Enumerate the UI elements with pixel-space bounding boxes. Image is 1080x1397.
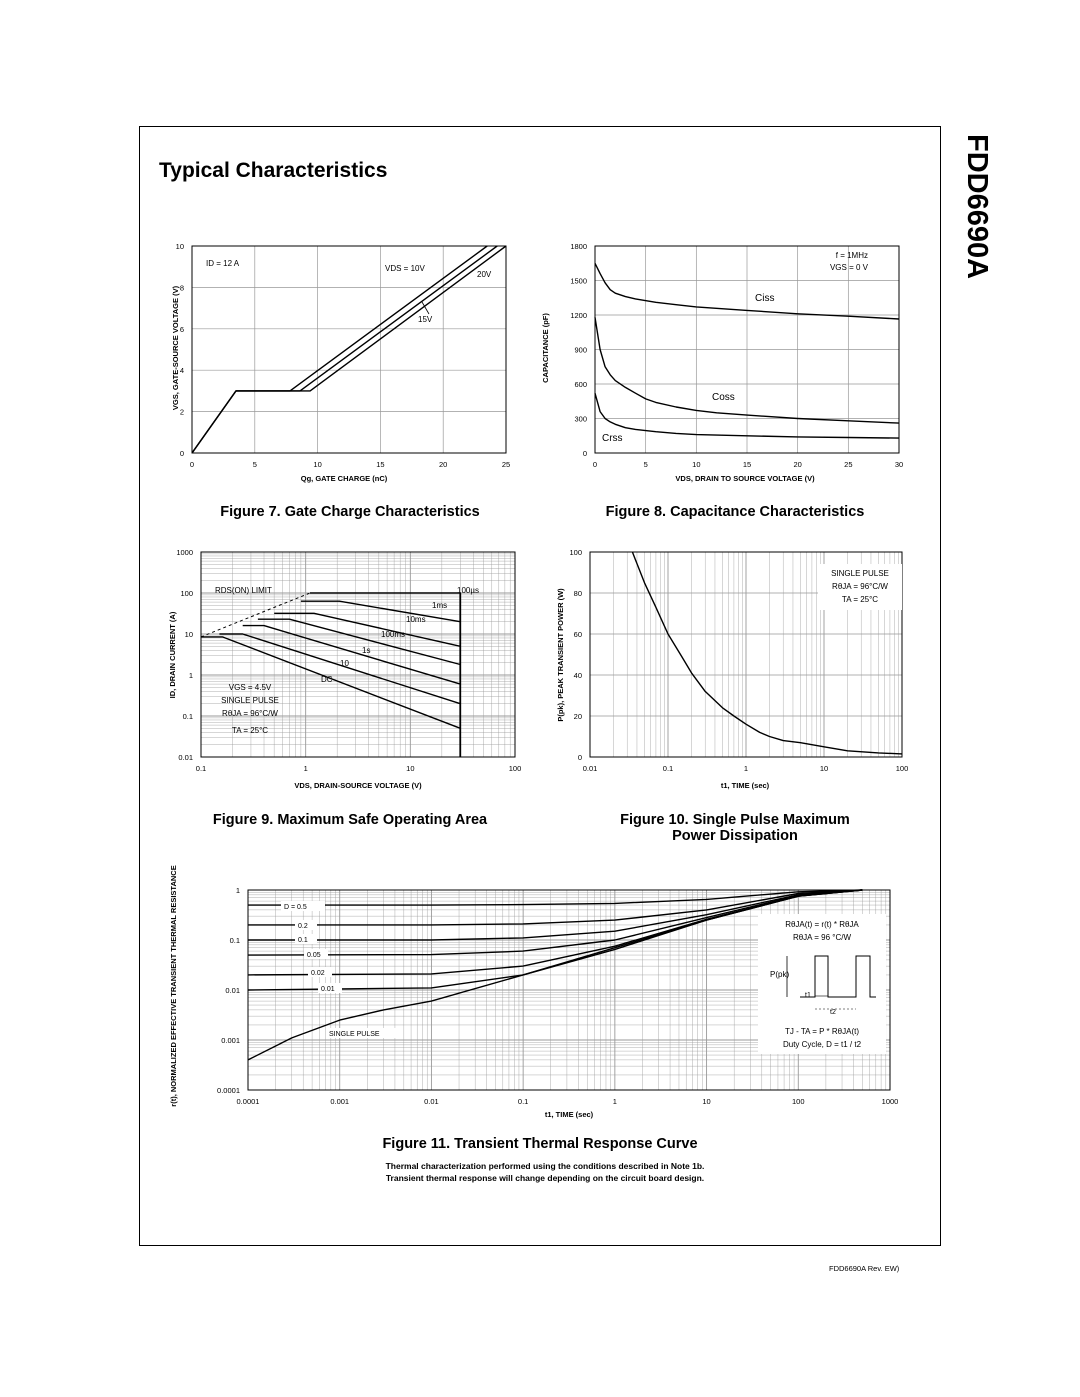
x-tick-label: 20 <box>793 460 802 469</box>
fig8-caption: Figure 8. Capacitance Characteristics <box>605 504 865 520</box>
y-tick-label: 100 <box>569 548 582 557</box>
plot-frame <box>192 246 506 453</box>
capacitance-chart <box>538 230 918 490</box>
y-tick-label: 0 <box>582 449 587 458</box>
y-tick-label: 0.1 <box>182 712 193 721</box>
y-tick-label: 1800 <box>570 242 587 251</box>
x-tick-label: 15 <box>376 460 385 469</box>
duty-label-002: 0.02 <box>311 970 325 977</box>
y-tick-label: 20 <box>573 712 582 721</box>
y-tick-label: 40 <box>573 671 582 680</box>
y-tick-label: 10 <box>175 242 184 251</box>
y-tick-label: 1 <box>235 886 240 895</box>
part-number-vertical <box>953 134 993 364</box>
x-tick-label: 10 <box>702 1097 711 1106</box>
ciss-label: Ciss <box>755 293 775 304</box>
gate-charge-curves <box>192 246 506 453</box>
soa-ann-dc: DC <box>321 675 333 684</box>
thermal-ann-rtheta-t: RθJA(t) = r(t) * RθJA <box>785 920 859 929</box>
x-tick-label: 15 <box>742 460 752 469</box>
footer-rev: FDD6690A Rev. EW) <box>829 1264 900 1273</box>
fig9-caption: Figure 9. Maximum Safe Operating Area <box>212 812 488 828</box>
capacitance-grid <box>595 246 899 453</box>
y-tick-label: 0.01 <box>225 986 240 995</box>
gate-charge-ann-15v: 15V <box>418 315 433 324</box>
series-line-10ms <box>274 613 460 646</box>
series-line-10 <box>219 634 460 704</box>
soa-ann-1s: 1s <box>362 646 371 655</box>
duty-label-005: 0.05 <box>307 952 321 959</box>
y-tick-label: 2 <box>179 407 184 417</box>
soa-ann-10: 10 <box>340 659 349 668</box>
x-tick-label: 10 <box>692 460 701 469</box>
duty-label-02: 0.2 <box>298 923 308 930</box>
y-tick-label: 1500 <box>570 276 587 286</box>
note-line-1: Thermal characterization performed using the conditions described in Note 1b. <box>385 1161 705 1171</box>
soa-ylabel: ID, DRAIN CURRENT (A) <box>168 611 177 699</box>
thermal-ann-t1: t1 <box>805 992 811 999</box>
soa-ann-100us: 100µs <box>457 586 479 595</box>
y-tick-label: 60 <box>573 630 582 639</box>
gate-charge-ann-20v: 20V <box>477 270 492 279</box>
y-tick-label: 10 <box>184 630 193 639</box>
x-tick-label: 100 <box>792 1097 805 1106</box>
x-tick-label: 20 <box>439 460 448 469</box>
y-tick-label: 8 <box>179 283 184 293</box>
fig11-caption: Figure 11. Transient Thermal Response Curve <box>382 1136 698 1152</box>
duty-label-05: D = 0.5 <box>284 904 307 911</box>
soa-xlabel: VDS, DRAIN-SOURCE VOLTAGE (V) <box>294 781 422 790</box>
thermal-ann-tj: TJ - TA = P * RθJA(t) <box>784 1027 860 1036</box>
thermal-response-chart <box>160 865 920 1125</box>
gate-charge-ylabel: VGS, GATE-SOURCE VOLTAGE (V) <box>171 285 180 411</box>
y-tick-label: 0.01 <box>178 753 193 762</box>
soa-ann-vgs: VGS = 4.5V <box>228 683 272 692</box>
gate-charge-xlabel: Qg, GATE CHARGE (nC) <box>300 474 388 483</box>
y-tick-label: 80 <box>573 589 582 598</box>
single-pulse-label: SINGLE PULSE <box>329 1031 380 1038</box>
x-tick-label: 0.1 <box>195 764 207 773</box>
soa-ann-1ms: 1ms <box>432 601 448 610</box>
soa-chart <box>150 540 525 795</box>
peak-power-ann-rtheta: RθJA = 96°C/W <box>832 582 888 591</box>
y-tick-label: 4 <box>179 366 184 376</box>
peak-power-ann-ta: TA = 25°C <box>841 595 879 604</box>
x-tick-label: 0.001 <box>330 1097 350 1106</box>
capacitance-ann-freq: f = 1MHz <box>835 251 868 260</box>
thermal-ann-rtheta: RθJA = 96 °C/W <box>792 933 852 942</box>
series-line-20v <box>192 246 506 453</box>
gate-charge-ann-id: ID = 12 A <box>206 259 240 268</box>
x-tick-label: 0 <box>592 460 598 469</box>
duty-label-01: 0.1 <box>298 937 308 944</box>
peak-power-ann-single: SINGLE PULSE <box>831 569 889 578</box>
y-tick-label: 100 <box>180 589 193 598</box>
x-tick-label: 0.1 <box>517 1097 529 1106</box>
gate-charge-chart <box>150 230 520 490</box>
soa-ann-single: SINGLE PULSE <box>221 696 279 705</box>
series-line-100ms <box>258 619 460 664</box>
x-tick-label: 25 <box>844 460 853 469</box>
peak-power-ylabel: P(pk), PEAK TRANSIENT POWER (W) <box>556 588 565 722</box>
soa-ann-rds: RDS(ON) LIMIT <box>215 586 272 595</box>
duty-label-group <box>281 901 396 1038</box>
thermal-ann-ppk: P(pk) <box>770 970 790 979</box>
thermal-xlabel: t1, TIME (sec) <box>544 1110 594 1119</box>
capacitance-ann-vgs: VGS = 0 V <box>829 263 868 272</box>
y-tick-label: 1000 <box>176 548 193 557</box>
y-tick-label: 0 <box>577 753 582 762</box>
gate-charge-ticks <box>176 242 511 469</box>
y-tick-label: 0.001 <box>221 1036 240 1045</box>
peak-power-chart <box>538 540 918 795</box>
x-tick-label: 1000 <box>881 1097 899 1106</box>
x-tick-label: 1 <box>612 1097 617 1106</box>
page-title: Typical Characteristics <box>159 159 388 182</box>
x-tick-label: 0 <box>189 460 195 469</box>
soa-ann-ta: TA = 25°C <box>231 726 269 735</box>
thermal-ann-duty: Duty Cycle, D = t1 / t2 <box>782 1040 862 1049</box>
x-tick-label: 5 <box>252 460 257 469</box>
x-tick-label: 1 <box>743 764 749 773</box>
x-tick-label: 25 <box>501 460 511 469</box>
y-tick-label: 0 <box>179 449 184 458</box>
series-line-rds-on-limit <box>201 593 310 637</box>
soa-ann-100ms: 100ms <box>381 630 406 639</box>
coss-label: Coss <box>712 392 735 403</box>
capacitance-xlabel: VDS, DRAIN TO SOURCE VOLTAGE (V) <box>675 474 815 483</box>
y-tick-label: 1200 <box>570 311 587 320</box>
y-tick-label: 600 <box>574 380 587 389</box>
series-line-15v <box>192 246 497 453</box>
y-tick-label: 0.1 <box>229 936 240 945</box>
x-tick-label: 10 <box>406 764 415 773</box>
y-tick-label: 0.0001 <box>217 1086 240 1095</box>
y-tick-label: 6 <box>179 324 184 334</box>
x-tick-label: 30 <box>894 460 904 469</box>
note-line-2: Transient thermal response will change depending on the circuit board design. <box>385 1173 705 1183</box>
x-tick-label: 10 <box>313 460 322 469</box>
soa-ann-rtheta: RθJA = 96°C/W <box>222 709 278 718</box>
fig7-caption: Figure 7. Gate Charge Characteristics <box>220 504 480 520</box>
fig10-caption: Figure 10. Single Pulse Maximum Power Dissipation <box>620 812 850 844</box>
x-tick-label: 0.01 <box>424 1097 439 1106</box>
y-tick-label: 300 <box>574 414 587 424</box>
crss-label: Crss <box>602 433 623 444</box>
x-tick-label: 10 <box>819 764 829 773</box>
x-tick-label: 100 <box>895 764 909 773</box>
x-tick-label: 5 <box>643 460 648 469</box>
gate-charge-ann-vds10: VDS = 10V <box>385 264 425 273</box>
part-number-text: FDD6690A <box>961 134 993 280</box>
thermal-ylabel: r(t), NORMALIZED EFFECTIVE TRANSIENT THERMAL RESISTANCE <box>169 865 178 1107</box>
thermal-ann-t2: t2 <box>830 1009 836 1016</box>
x-tick-label: 0.1 <box>662 764 674 773</box>
x-tick-label: 100 <box>508 764 522 773</box>
capacitance-ylabel: CAPACITANCE (pF) <box>541 313 550 383</box>
y-tick-label: 1 <box>188 671 193 680</box>
x-tick-label: 0.0001 <box>236 1097 260 1106</box>
peak-power-xlabel: t1, TIME (sec) <box>720 781 770 790</box>
x-tick-label: 0.01 <box>582 764 598 773</box>
duty-label-001: 0.01 <box>321 986 335 993</box>
gate-charge-grid <box>192 246 506 453</box>
soa-ann-10ms: 10ms <box>406 615 426 624</box>
y-tick-label: 900 <box>574 345 587 355</box>
x-tick-label: 1 <box>303 764 308 773</box>
